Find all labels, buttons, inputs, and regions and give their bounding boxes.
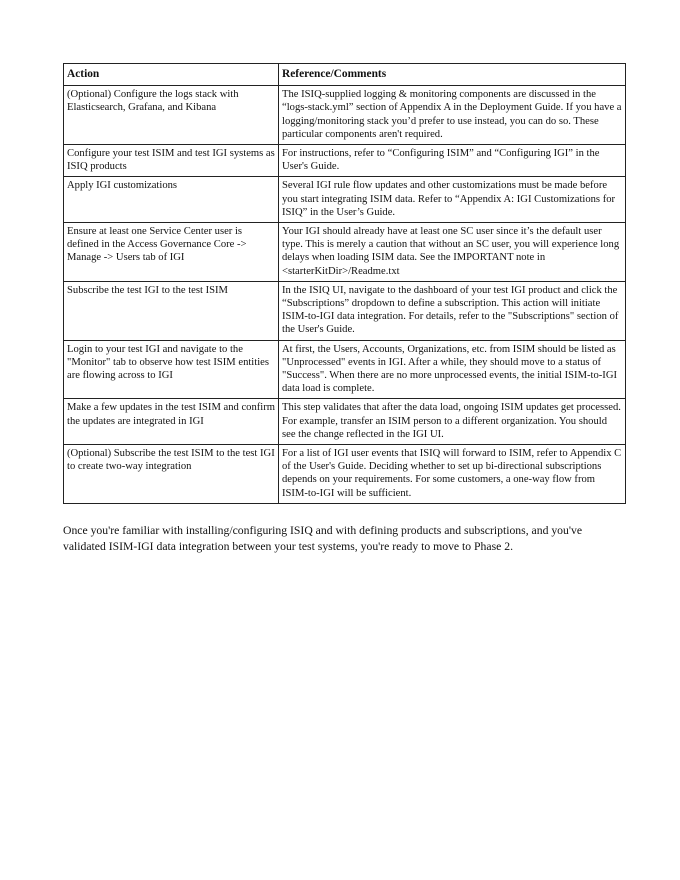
column-header-reference: Reference/Comments: [279, 64, 626, 86]
table-row: [64, 399, 626, 445]
table-row: [64, 177, 626, 223]
column-header-action: Action: [64, 64, 279, 86]
reference-cell: The ISIQ-supplied logging & monitoring components are discussed in the “logs-stack.yml” section of Appendix A in the Deployment Guide. If you have a logging/monitoring stack you’d prefer to use instead, you can do so. These particular components aren't required.: [279, 86, 626, 145]
table-row: [64, 281, 626, 340]
reference-cell: This step validates that after the data load, ongoing ISIM updates get processed. For example, transfer an ISIM person to a different organization. You should see the change reflected in the IGI UI.: [279, 399, 626, 445]
reference-cell: For instructions, refer to “Configuring ISIM” and “Configuring IGI” in the User's Guide.: [279, 145, 626, 177]
reference-cell: Your IGI should already have at least one SC user since it’s the default user type. This is merely a caution that without an SC user, you will experience long delays when loading ISIM data. See the IMPORTANT note in <starterKitDir>/Readme.txt: [279, 223, 626, 282]
action-cell: Apply IGI customizations: [64, 177, 279, 223]
action-cell: Login to your test IGI and navigate to the "Monitor" tab to observe how test ISIM entities are flowing across to IGI: [64, 340, 279, 399]
reference-cell: At first, the Users, Accounts, Organizations, etc. from ISIM should be listed as "Unprocessed" events in IGI. After a while, they should move to a status of "Success". When there are no more unprocessed events, the initial ISIM-to-IGI data load is complete.: [279, 340, 626, 399]
table-row: [64, 445, 626, 504]
action-cell: Ensure at least one Service Center user is defined in the Access Governance Core -> Manage -> Users tab of IGI: [64, 223, 279, 282]
reference-cell: For a list of IGI user events that ISIQ will forward to ISIM, refer to Appendix C of the User's Guide. Deciding whether to set up bi-directional subscriptions depends on your requirements. For some customers, a one-way flow from ISIM-to-IGI will be sufficient.: [279, 445, 626, 504]
action-cell: (Optional) Configure the logs stack with Elasticsearch, Grafana, and Kibana: [64, 86, 279, 145]
table-row: [64, 145, 626, 177]
action-cell: Configure your test ISIM and test IGI systems as ISIQ products: [64, 145, 279, 177]
reference-cell: Several IGI rule flow updates and other customizations must be made before you start integrating ISIM data. Refer to “Appendix A: IGI Customizations for ISIQ” in the User’s Guide.: [279, 177, 626, 223]
reference-cell: In the ISIQ UI, navigate to the dashboard of your test IGI product and click the “Subscriptions” dropdown to define a subscription. This action will initiate ISIM-to-IGI data integration. For details, refer to the "Subscriptions" section of the User's Guide.: [279, 281, 626, 340]
table-row: [64, 223, 626, 282]
action-cell: Make a few updates in the test ISIM and confirm the updates are integrated in IGI: [64, 399, 279, 445]
table-row: [64, 340, 626, 399]
action-cell: (Optional) Subscribe the test ISIM to the test IGI to create two-way integration: [64, 445, 279, 504]
closing-paragraph: Once you're familiar with installing/configuring ISIQ and with defining products and subscriptions, and you've validated ISIM-IGI data integration between your test systems, you're ready to move to Phase 2.: [63, 524, 583, 553]
phase-steps-table: [63, 63, 626, 504]
table-row: [64, 86, 626, 145]
table-header-row: [64, 64, 626, 86]
action-cell: Subscribe the test IGI to the test ISIM: [64, 281, 279, 340]
